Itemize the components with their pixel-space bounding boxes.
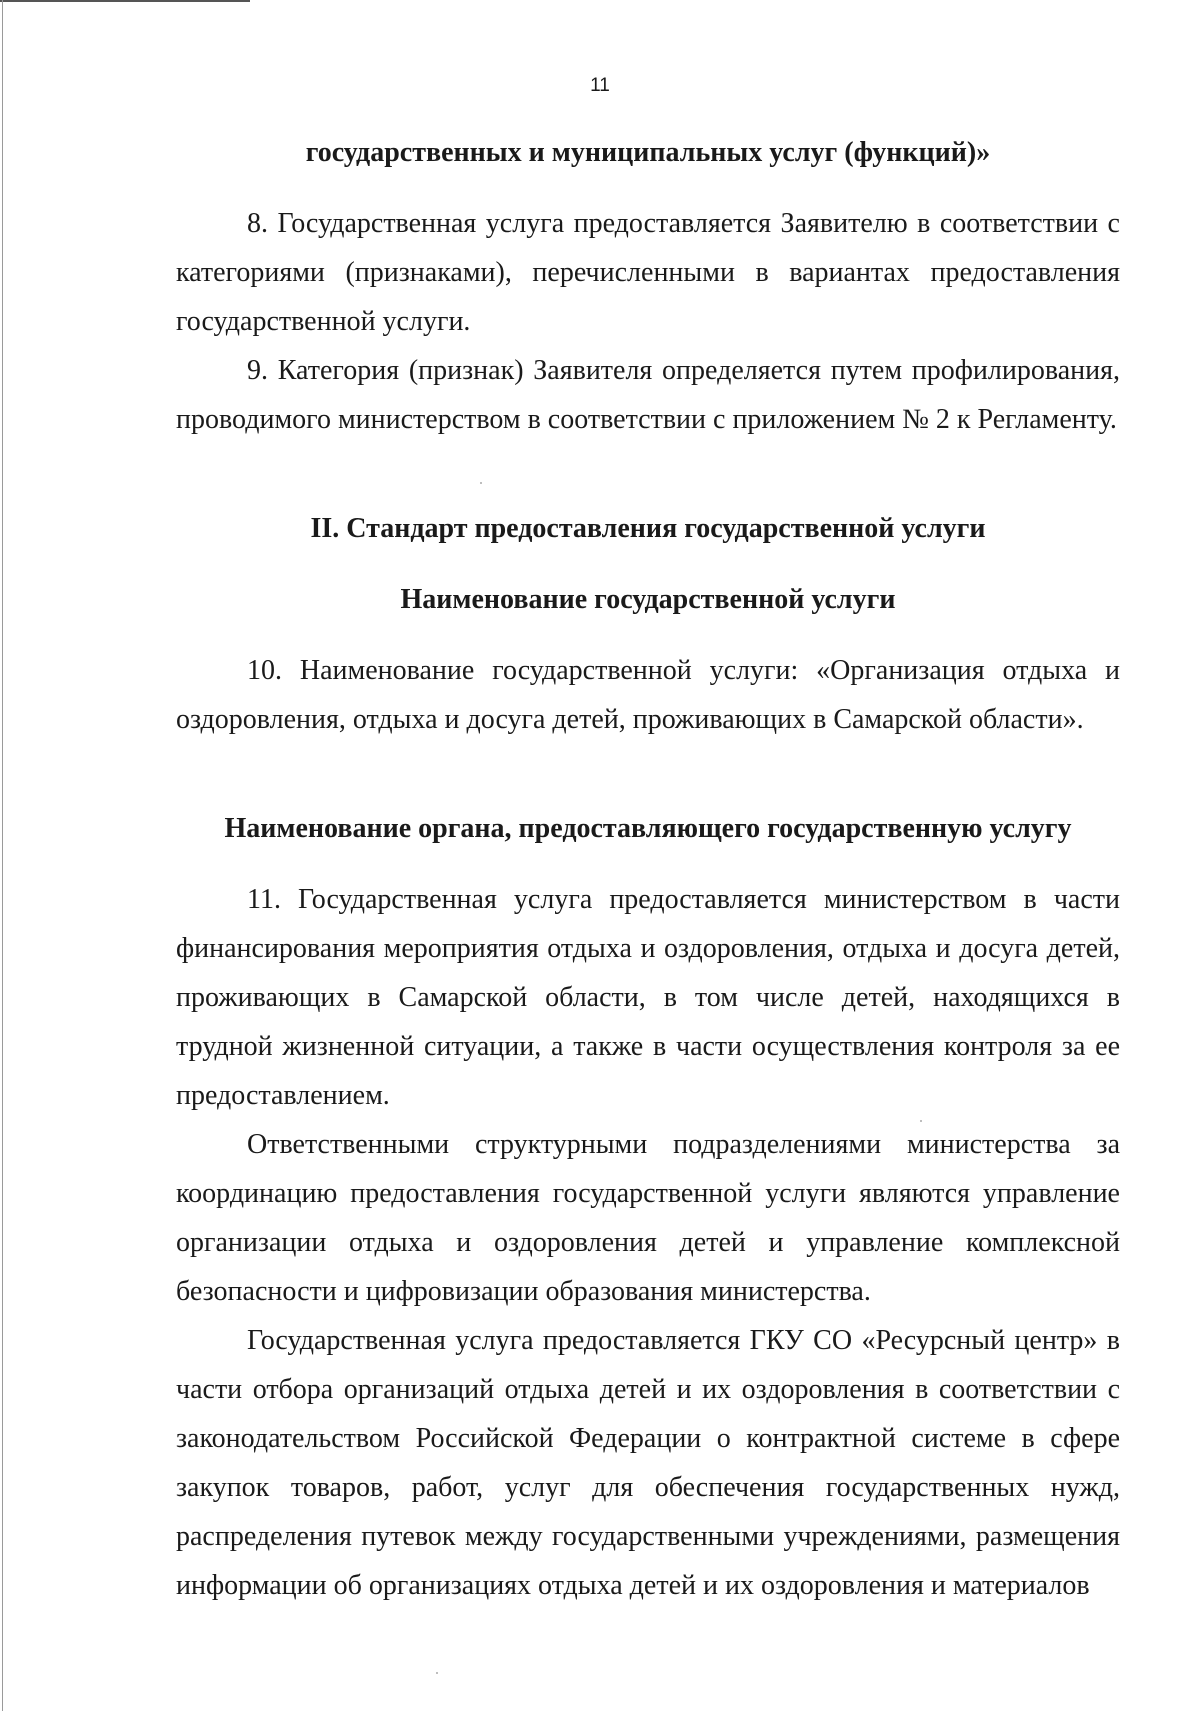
subheading-service-authority: Наименование органа, предоставляющего государственную услугу: [224, 813, 1072, 844]
page-number: 11: [590, 75, 610, 96]
scan-edge-top: [0, 0, 250, 2]
scan-edge-left: [2, 0, 3, 1711]
subheading-service-name: Наименование государственной услуги: [400, 584, 896, 615]
paragraph-responsible-units: Ответственными структурными подразделениями министерства за координацию предоставления государственной услуги являются управление организации отдыха и оздоровления детей и управление комплексной безопасности и цифровизации образования министерства.: [176, 1129, 1120, 1307]
paragraph-9: 9. Категория (признак) Заявителя определяется путем профилирования, проводимого министерством в соответствии с приложением № 2 к Регламенту.: [176, 355, 1120, 435]
heading-continued: государственных и муниципальных услуг (функций)»: [305, 137, 991, 168]
scan-speck: [436, 1672, 438, 1674]
paragraph-resource-center: Государственная услуга предоставляется ГКУ СО «Ресурсный центр» в части отбора организаций отдыха детей и их оздоровления в соответствии с законодательством Российской Федерации о контрактной системе в сфере закупок товаров, работ, услуг для обеспечения государственных нужд, распределения путевок между государственными учреждениями, размещения информации об организациях отдыха детей и их оздоровления и материалов: [176, 1325, 1120, 1601]
document-body: [176, 128, 1120, 1610]
section-heading-2: II. Стандарт предоставления государственной услуги: [310, 513, 986, 544]
paragraph-11: 11. Государственная услуга предоставляется министерством в части финансирования мероприятия отдыха и оздоровления, отдыха и досуга детей, проживающих в Самарской области, в том числе детей, находящихся в трудной жизненной ситуации, а также в части осуществления контроля за ее предоставлением.: [176, 884, 1120, 1111]
paragraph-8: 8. Государственная услуга предоставляется Заявителю в соответствии с категориями (признаками), перечисленными в вариантах предоставления государственной услуги.: [176, 208, 1120, 337]
paragraph-10: 10. Наименование государственной услуги: «Организация отдыха и оздоровления, отдыха и досуга детей, проживающих в Самарской области».: [176, 655, 1120, 735]
